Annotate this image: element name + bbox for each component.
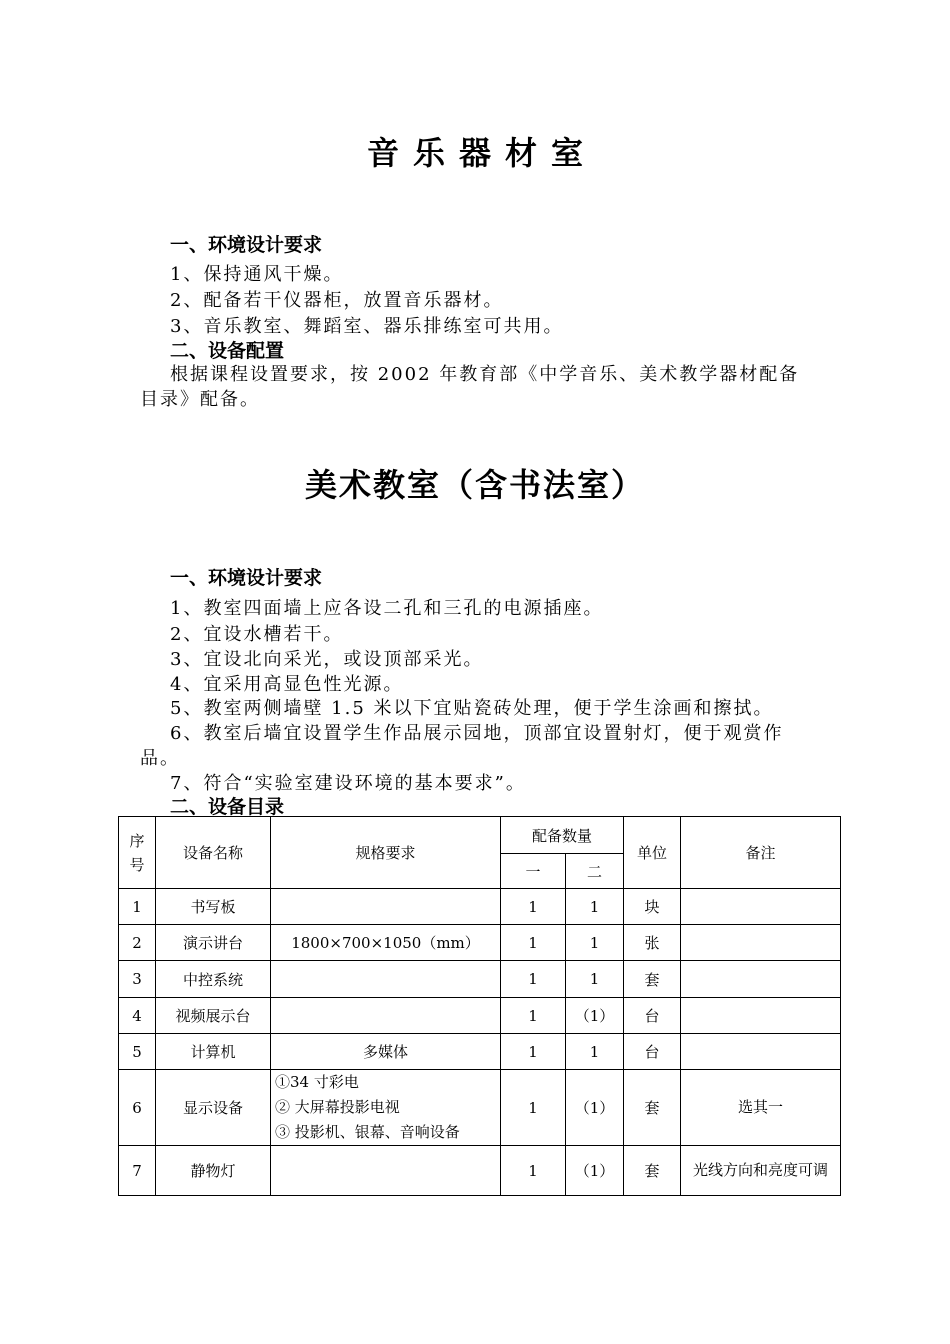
cell-spec — [271, 1034, 501, 1070]
table-row — [119, 1034, 841, 1070]
cell-spec — [271, 889, 501, 925]
cell-no: 2 — [119, 925, 156, 961]
cell-no: 3 — [119, 961, 156, 998]
cell-note — [681, 961, 841, 998]
cell-spec — [271, 925, 501, 961]
art-equip-heading: 二、设备目录 — [170, 796, 285, 818]
art-env-item: 1、教室四面墙上应各设二孔和三孔的电源插座。 — [170, 598, 604, 619]
cell-note — [681, 925, 841, 961]
music-room-title: 音乐器材室 — [366, 134, 597, 172]
table-row — [119, 1070, 841, 1146]
cell-no: 5 — [119, 1034, 156, 1070]
cell-qty-1: 1 — [501, 998, 566, 1034]
header-spec: 规格要求 — [271, 817, 501, 889]
cell-unit: 套 — [624, 1070, 681, 1146]
cell-spec — [271, 1146, 501, 1196]
cell-note: 光线方向和亮度可调 — [681, 1146, 841, 1196]
cell-qty-2: 1 — [566, 961, 624, 998]
art-env-item: 2、宜设水槽若干。 — [170, 624, 344, 645]
cell-qty-1: 1 — [501, 961, 566, 998]
header-qty-2: 二 — [566, 854, 624, 889]
header-qty-1: 一 — [501, 854, 566, 889]
header-no-label: 序号 — [129, 831, 145, 874]
music-env-item: 1、保持通风干燥。 — [170, 264, 344, 285]
music-env-item: 3、音乐教室、舞蹈室、器乐排练室可共用。 — [170, 316, 564, 337]
cell-qty-1: 1 — [501, 925, 566, 961]
spec-line: ③ 投影机、银幕、音响设备 — [275, 1123, 460, 1141]
cell-name: 中控系统 — [156, 961, 271, 998]
cell-no: 4 — [119, 998, 156, 1034]
spec-line: ② 大屏幕投影电视 — [275, 1098, 400, 1116]
cell-no: 6 — [119, 1070, 156, 1146]
music-env-item: 2、配备若干仪器柜，放置音乐器材。 — [170, 290, 504, 311]
cell-name: 显示设备 — [156, 1070, 271, 1146]
cell-note — [681, 889, 841, 925]
art-env-item: 3、宜设北向采光，或设顶部采光。 — [170, 649, 484, 670]
header-no — [119, 817, 156, 889]
header-unit: 单位 — [624, 817, 681, 889]
art-env-item: 6、教室后墙宜设置学生作品展示园地，顶部宜设置射灯，便于观赏作 — [170, 723, 784, 744]
cell-no: 7 — [119, 1146, 156, 1196]
cell-qty-1: 1 — [501, 889, 566, 925]
cell-qty-2: 1 — [566, 889, 624, 925]
cell-name: 演示讲台 — [156, 925, 271, 961]
art-room-title: 美术教室（含书法室） — [304, 466, 645, 504]
cell-unit: 套 — [624, 961, 681, 998]
cell-unit: 块 — [624, 889, 681, 925]
cell-note: 选其一 — [681, 1070, 841, 1146]
cell-no: 1 — [119, 889, 156, 925]
spec-line: 1800×700×1050（mm） — [291, 934, 480, 952]
table-row — [119, 961, 841, 998]
spec-line: ①34 寸彩电 — [275, 1073, 359, 1091]
cell-qty-1: 1 — [501, 1146, 566, 1196]
cell-unit: 套 — [624, 1146, 681, 1196]
cell-name: 书写板 — [156, 889, 271, 925]
art-env-item: 5、教室两侧墙壁 1.5 米以下宜贴瓷砖处理，便于学生涂画和擦拭。 — [170, 698, 774, 719]
table-row — [119, 1146, 841, 1196]
table-row — [119, 889, 841, 925]
table-row — [119, 998, 841, 1034]
cell-qty-1: 1 — [501, 1070, 566, 1146]
cell-unit: 张 — [624, 925, 681, 961]
cell-unit: 台 — [624, 998, 681, 1034]
header-note: 备注 — [681, 817, 841, 889]
cell-spec — [271, 1070, 501, 1146]
art-env-heading: 一、环境设计要求 — [170, 567, 323, 589]
art-env-item-cont: 品。 — [140, 748, 180, 769]
art-env-item: 4、宜采用高显色性光源。 — [170, 674, 404, 695]
cell-name: 静物灯 — [156, 1146, 271, 1196]
cell-note — [681, 998, 841, 1034]
cell-qty-2: 1 — [566, 1034, 624, 1070]
cell-name: 视频展示台 — [156, 998, 271, 1034]
music-env-heading: 一、环境设计要求 — [170, 234, 323, 256]
cell-name: 计算机 — [156, 1034, 271, 1070]
table-row — [119, 925, 841, 961]
music-equip-text-cont: 目录》配备。 — [140, 389, 260, 410]
cell-qty-1: 1 — [501, 1034, 566, 1070]
cell-spec — [271, 998, 501, 1034]
cell-unit: 台 — [624, 1034, 681, 1070]
header-qty: 配备数量 — [501, 817, 624, 854]
cell-qty-2: （1） — [566, 1070, 624, 1146]
art-env-item: 7、符合“实验室建设环境的基本要求”。 — [170, 773, 526, 794]
cell-qty-2: 1 — [566, 925, 624, 961]
cell-qty-2: （1） — [566, 1146, 624, 1196]
cell-note — [681, 1034, 841, 1070]
music-equip-text: 根据课程设置要求，按 2002 年教育部《中学音乐、美术教学器材配备 — [170, 364, 800, 385]
music-equip-heading: 二、设备配置 — [170, 340, 285, 362]
header-name: 设备名称 — [156, 817, 271, 889]
spec-line: 多媒体 — [362, 1043, 408, 1061]
equipment-table — [118, 816, 841, 1196]
cell-qty-2: （1） — [566, 998, 624, 1034]
cell-spec — [271, 961, 501, 998]
